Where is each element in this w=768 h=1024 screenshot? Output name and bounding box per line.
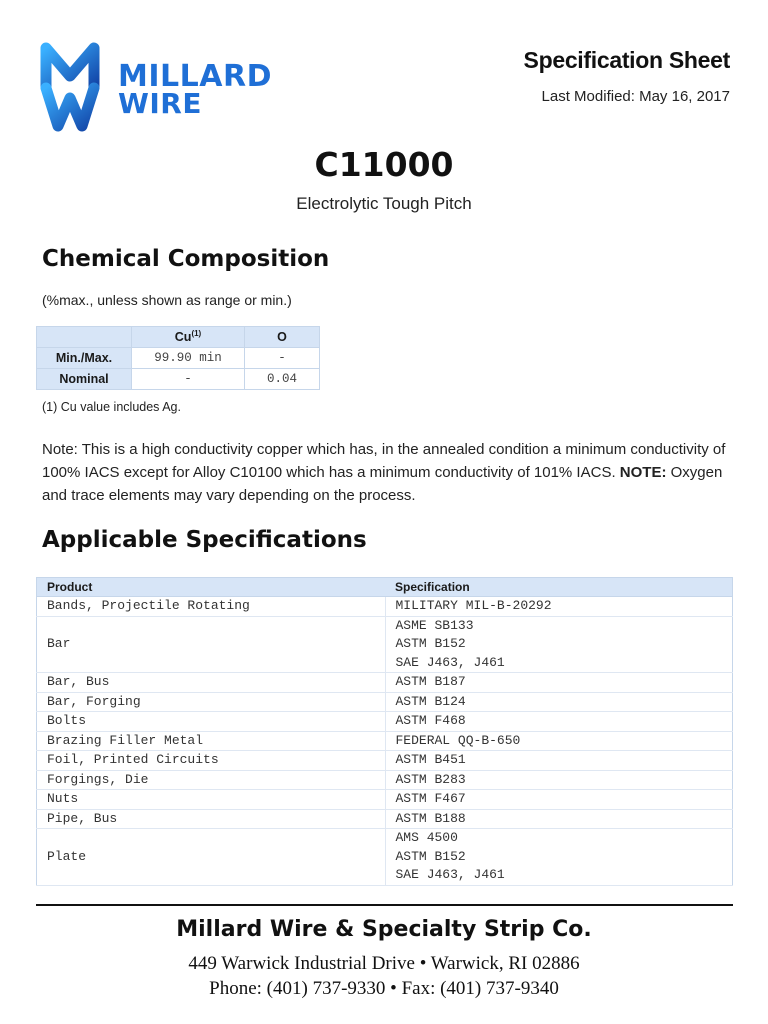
product-cell: Bands, Projectile Rotating — [37, 597, 386, 617]
table-row — [37, 673, 733, 693]
specification-cell: ASME SB133 — [385, 616, 733, 635]
table-header-cell — [37, 327, 132, 348]
row-label: Min./Max. — [37, 348, 132, 369]
company-contact: Phone: (401) 737-9330 • Fax: (401) 737-9340 — [209, 978, 559, 999]
specification-cell: SAE J463, J461 — [385, 866, 733, 885]
table-cell: - — [132, 369, 245, 390]
applicable-specifications-table — [36, 577, 733, 886]
product-cell: Bolts — [37, 712, 386, 732]
table-row — [37, 712, 733, 732]
product-cell: Plate — [37, 829, 386, 886]
specification-cell: ASTM B283 — [385, 770, 733, 790]
product-cell: Bar — [37, 616, 386, 673]
table-header-cell: O — [245, 327, 320, 348]
table-row — [37, 829, 733, 848]
company-logo — [40, 42, 270, 132]
specification-cell: ASTM B124 — [385, 692, 733, 712]
specification-cell: AMS 4500 — [385, 829, 733, 848]
table-row — [37, 692, 733, 712]
table-header-row — [37, 327, 320, 348]
specification-cell: ASTM B187 — [385, 673, 733, 693]
note-text: Note: This is a high conductivity copper which has, in the annealed condition a minimum conductivity of 100% IACS except for Alloy C10100 which has a minimum conductivity of 101% IACS. — [42, 441, 726, 481]
cu-column-label: Cu — [174, 330, 192, 345]
product-cell: Brazing Filler Metal — [37, 731, 386, 751]
chemical-footnote: (1) Cu value includes Ag. — [42, 400, 181, 414]
row-label: Nominal — [37, 369, 132, 390]
product-cell: Bar, Bus — [37, 673, 386, 693]
table-row — [37, 770, 733, 790]
note-text-2: Oxygen and trace elements may vary depending on the process. — [42, 464, 723, 504]
specification-cell: ASTM B152 — [385, 848, 733, 867]
footnote-mark: (1) — [191, 329, 202, 339]
table-cell: 0.04 — [245, 369, 320, 390]
company-name: Millard Wire & Specialty Strip Co. — [176, 917, 592, 942]
logo-text-millard: MILLARD — [118, 59, 272, 94]
table-row — [37, 348, 320, 369]
table-row — [37, 790, 733, 810]
note-paragraph — [42, 438, 732, 507]
specification-cell: ASTM B188 — [385, 809, 733, 829]
last-modified-label: Last Modified: — [541, 88, 635, 105]
specification-cell: ASTM B152 — [385, 635, 733, 654]
table-cell: 99.90 min — [132, 348, 245, 369]
table-header-cell: Product — [37, 578, 386, 597]
product-cell: Nuts — [37, 790, 386, 810]
millard-wire-logo-icon — [40, 42, 120, 132]
table-cell: - — [245, 348, 320, 369]
last-modified — [542, 88, 730, 105]
company-address: 449 Warwick Industrial Drive • Warwick, RI 02886 — [188, 953, 580, 974]
table-row — [37, 809, 733, 829]
alloy-name: Electrolytic Tough Pitch — [296, 194, 472, 213]
note-bold-label: NOTE: — [619, 464, 667, 481]
chemical-composition-heading: Chemical Composition — [42, 246, 330, 272]
table-row — [37, 731, 733, 751]
logo-text-wire: WIRE — [118, 87, 202, 120]
specification-cell: MILITARY MIL-B-20292 — [385, 597, 733, 617]
specification-cell: ASTM F468 — [385, 712, 733, 732]
table-row — [37, 597, 733, 617]
applicable-specifications-heading: Applicable Specifications — [42, 527, 367, 553]
chemical-composition-table — [36, 326, 320, 390]
chemical-subheading: (%max., unless shown as range or min.) — [42, 292, 292, 308]
alloy-code: C11000 — [314, 145, 454, 184]
table-row — [37, 616, 733, 635]
footer-divider — [36, 904, 733, 906]
specification-cell: ASTM B451 — [385, 751, 733, 771]
product-cell: Forgings, Die — [37, 770, 386, 790]
table-row — [37, 369, 320, 390]
specification-cell: SAE J463, J461 — [385, 654, 733, 673]
product-cell: Foil, Printed Circuits — [37, 751, 386, 771]
table-header-cell: Specification — [385, 578, 733, 597]
last-modified-date: May 16, 2017 — [639, 88, 730, 105]
table-row — [37, 751, 733, 771]
specification-cell: FEDERAL QQ-B-650 — [385, 731, 733, 751]
specification-cell: ASTM F467 — [385, 790, 733, 810]
product-cell: Pipe, Bus — [37, 809, 386, 829]
document-title: Specification Sheet — [523, 47, 730, 73]
product-cell: Bar, Forging — [37, 692, 386, 712]
table-header-cell — [132, 327, 245, 348]
table-header-row — [37, 578, 733, 597]
